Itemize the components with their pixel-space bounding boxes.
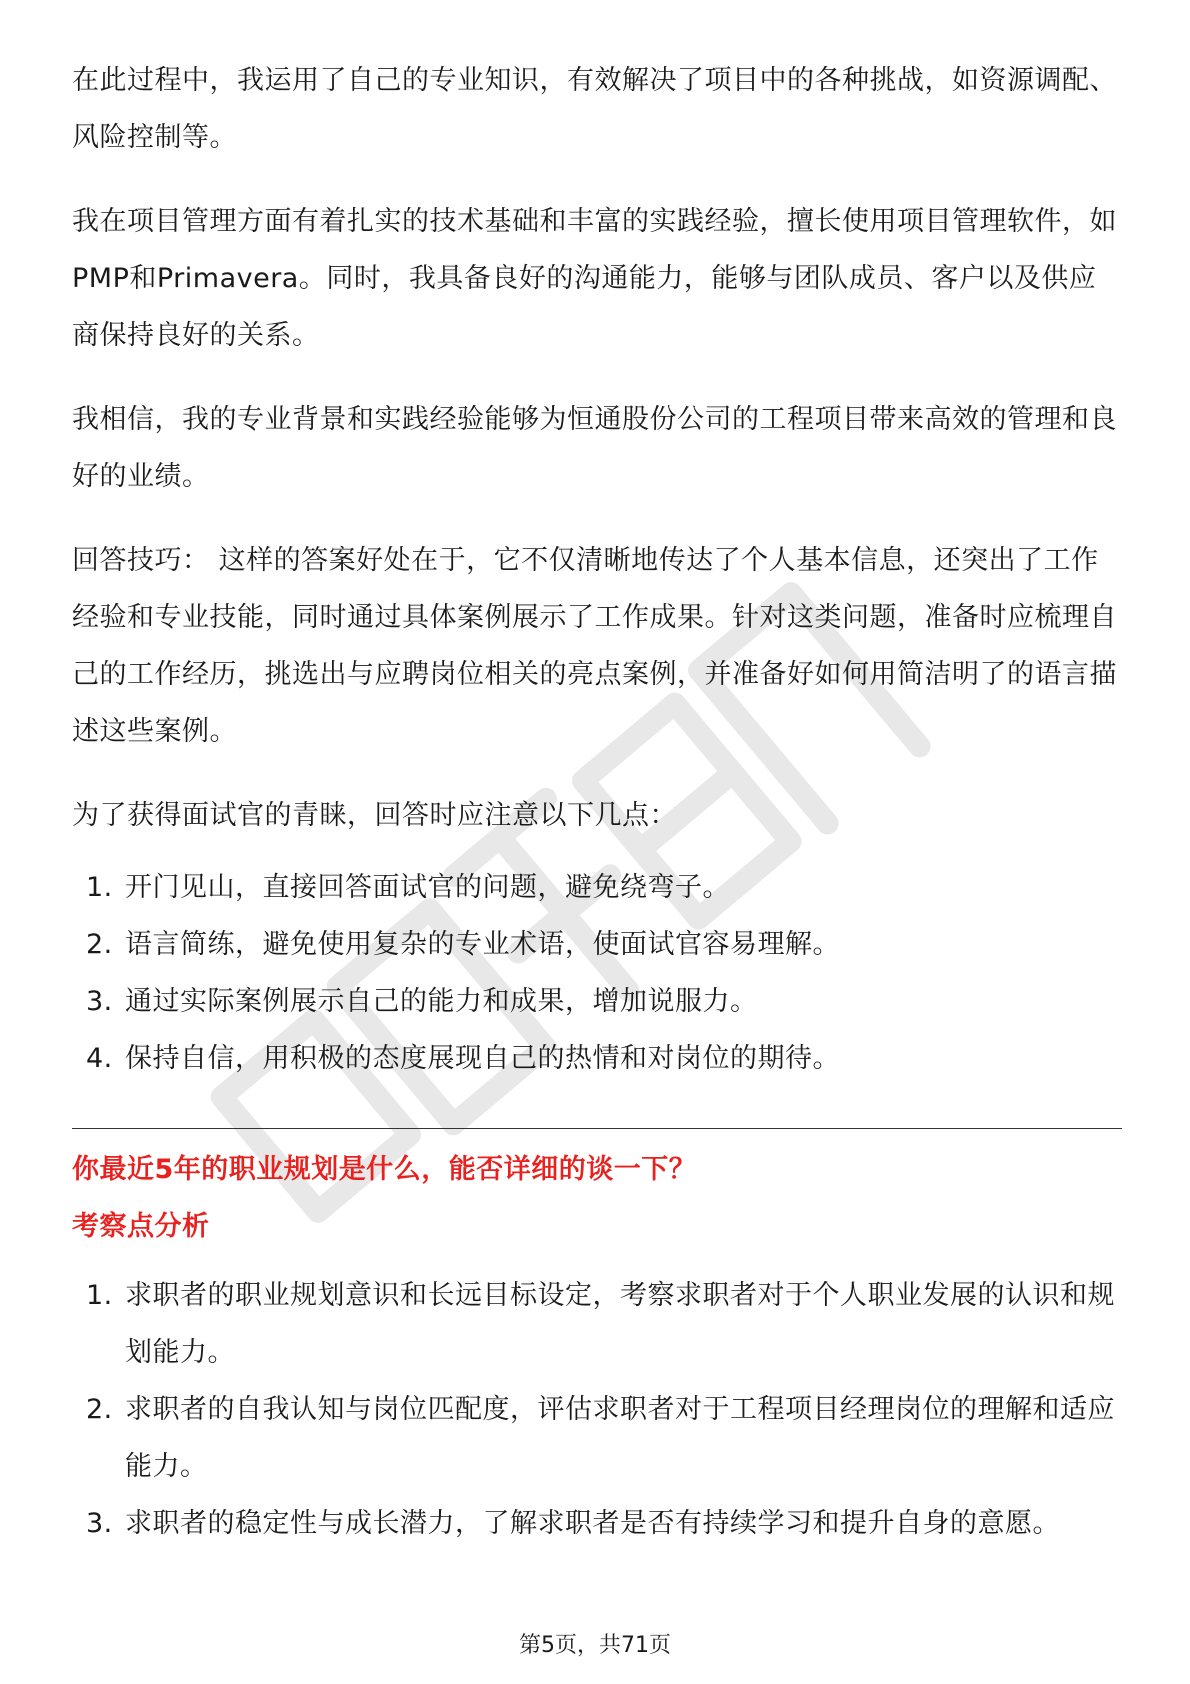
list-text: 开门见山，直接回答面试官的问题，避免绕弯子。 <box>125 872 730 903</box>
paragraph-intro-list: 为了获得面试官的青睐，回答时应注意以下几点： <box>72 800 677 831</box>
list-text: 保持自信，用积极的态度展现自己的热情和对岗位的期待。 <box>125 1043 840 1074</box>
list-number: 1. <box>86 872 113 903</box>
analysis-list <box>72 1267 1122 1552</box>
list-item <box>72 916 1122 973</box>
list-text: 求职者的稳定性与成长潜力，了解求职者是否有持续学习和提升自身的意愿。 <box>125 1508 1060 1539</box>
list-item <box>72 973 1122 1030</box>
analysis-heading: 考察点分析 <box>72 1211 210 1242</box>
list-item <box>72 1495 1122 1552</box>
paragraph-answer-tips: 回答技巧： 这样的答案好处在于，它不仅清晰地传达了个人基本信息，还突出了工作经验和专业技能，同时通过具体案例展示了工作成果。针对这类问题，准备时应梳理自己的工作经历，挑选出与应聘岗位相关的亮点案例，并准备好如何用简洁明了的语言描述这些案例。 <box>72 545 1117 747</box>
list-item <box>72 1381 1122 1495</box>
list-text: 求职者的职业规划意识和长远目标设定，考察求职者对于个人职业发展的认识和规划能力。 <box>125 1280 1115 1368</box>
paragraph-skills: 我在项目管理方面有着扎实的技术基础和丰富的实践经验，擅长使用项目管理软件，如PMP和Primavera。同时，我具备良好的沟通能力，能够与团队成员、客户以及供应商保持良好的关系。 <box>72 206 1117 351</box>
paragraph-process: 在此过程中，我运用了自己的专业知识，有效解决了项目中的各种挑战，如资源调配、风险控制等。 <box>72 65 1117 153</box>
question-heading: 你最近5年的职业规划是什么，能否详细的谈一下？ <box>72 1154 697 1185</box>
list-item <box>72 1267 1122 1381</box>
section-divider <box>72 1128 1122 1129</box>
list-text: 求职者的自我认知与岗位匹配度，评估求职者对于工程项目经理岗位的理解和适应能力。 <box>125 1394 1115 1482</box>
list-item <box>72 1030 1122 1087</box>
list-number: 4. <box>86 1043 113 1074</box>
paragraph-belief: 我相信，我的专业背景和实践经验能够为恒通股份公司的工程项目带来高效的管理和良好的业绩。 <box>72 404 1117 492</box>
list-number: 3. <box>86 986 113 1017</box>
list-text: 语言简练，避免使用复杂的专业术语，使面试官容易理解。 <box>125 929 840 960</box>
list-item <box>72 859 1122 916</box>
list-number: 1. <box>86 1280 113 1311</box>
list-text: 通过实际案例展示自己的能力和成果，增加说服力。 <box>125 986 758 1017</box>
document-page <box>72 52 1122 1552</box>
list-number: 2. <box>86 929 113 960</box>
tips-list <box>72 859 1122 1087</box>
page-footer: 第5页，共71页 <box>519 1633 671 1658</box>
list-number: 2. <box>86 1394 113 1425</box>
list-number: 3. <box>86 1508 113 1539</box>
